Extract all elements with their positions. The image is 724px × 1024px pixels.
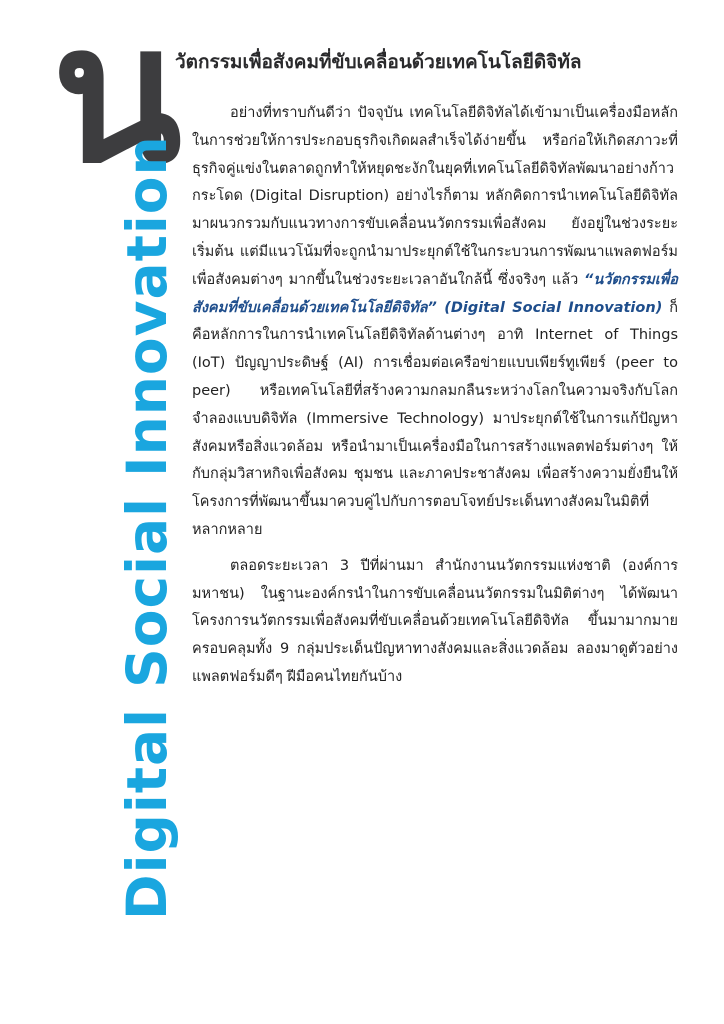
article-body bbox=[192, 100, 678, 700]
vertical-section-title: Digital Social Innovation bbox=[115, 135, 179, 920]
paragraph-1 bbox=[192, 100, 678, 545]
highlighted-term: “นวัตกรรมเพื่อสังคมที่ขับเคลื่อนด้วยเทคโนโลยีดิจิทัล” (Digital Social Innovation) bbox=[192, 271, 678, 316]
article-heading: วัตกรรมเพื่อสังคมที่ขับเคลื่อนด้วยเทคโนโลยีดิจิทัล bbox=[175, 51, 582, 73]
paragraph-1-text-end: ก็คือหลักการในการนำเทคโนโลยีดิจิทัลด้านต่างๆ อาทิ Internet of Things (IoT) ปัญญาประดิษฐ์ (AI) การเชื่อมต่อเครือข่ายแบบเพียร์ทูเพียร์ (peer to peer) หรือเทคโนโลยีที่สร้างความกลมกลืนระหว่างโลกในความจริงกับโลกจำลองแบบดิจิทัล (Immersive Technology) มาประยุกต์ใช้ในการแก้ปัญหาสังคมหรือสิ่งแวดล้อม หรือนำมาเป็นเครื่องมือในการสร้างแพลตฟอร์มต่างๆ ให้กับกลุ่มวิสาหกิจเพื่อสังคม ชุมชน และภาคประชาสังคม เพื่อสร้างความยั่งยืนให้โครงการที่พัฒนาขึ้นมาควบคู่ไปกับการตอบโจทย์ประเด็นทางสังคมในมิติที่หลากหลาย bbox=[192, 299, 679, 538]
drop-cap-letter: น bbox=[52, 0, 182, 205]
paragraph-2: ตลอดระยะเวลา 3 ปีที่ผ่านมา สำนักงานนวัตกรรมแห่งชาติ (องค์การมหาชน) ในฐานะองค์กรนำในการขับเคลื่อนนวัตกรรมในมิติต่างๆ ได้พัฒนาโครงการนวัตกรรมเพื่อสังคมที่ขับเคลื่อนด้วยเทคโนโลยีดิจิทัล ขึ้นมามากมายครอบคลุมทั้ง 9 กลุ่มประเด็นปัญหาทางสังคมและสิ่งแวดล้อม ลองมาดูตัวอย่างแพลตฟอร์มดีๆ ฝีมือคนไทยกันบ้าง bbox=[192, 557, 678, 685]
paragraph-1-text-start: อย่างที่ทราบกันดีว่า ปัจจุบัน เทคโนโลยีดิจิทัลได้เข้ามาเป็นเครื่องมือหลักในการช่วยให้การประกอบธุรกิจเกิดผลสำเร็จได้ง่ายขึ้น หรือก่อให้เกิดสภาวะที่ธุรกิจคู่แข่งในตลาดถูกทำให้หยุดชะงักในยุคที่เทคโนโลยีดิจิทัลพัฒนาอย่างก้าวกระโดด (Digital Disruption) อย่างไรก็ตาม หลักคิดการนำเทคโนโลยีดิจิทัล มาผนวกรวมกับแนวทางการขับเคลื่อนนวัตกรรมเพื่อสังคม ยังอยู่ในช่วงระยะเริ่มต้น แต่มีแนวโน้มที่จะถูกนำมาประยุกต์ใช้ในกระบวนการพัฒนาแพลตฟอร์มเพื่อสังคมต่างๆ มากขึ้นในช่วงระยะเวลาอันใกล้นี้ ซึ่งจริงๆ แล้ว bbox=[192, 105, 678, 288]
